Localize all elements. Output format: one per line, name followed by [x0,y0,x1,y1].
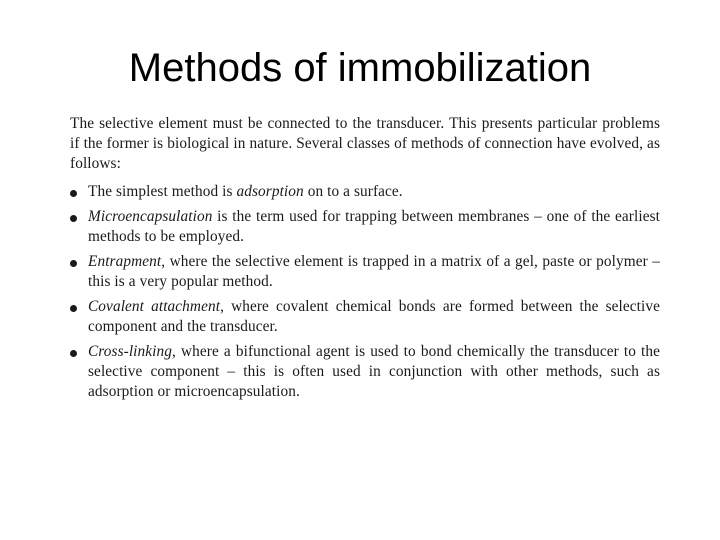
method-term: Microencapsulation [88,208,213,225]
method-term: Cross-linking [88,343,173,360]
method-item-cross-linking [70,342,660,402]
methods-list [70,182,660,402]
method-text-after: , where a bifunctional agent is used to bond chemically the transducer to the selective component – this is often used in conjunction with other methods, such as adsorption or microencapsulation. [88,343,660,400]
method-term: adsorption [236,183,304,200]
method-text-before: The simplest method is [88,183,237,200]
method-text-after: , where covalent chemical bonds are formed between the selective component and the transducer. [88,298,660,335]
bullet-dot [70,190,77,197]
method-term: Covalent attachment [88,298,221,315]
method-text-after: , where the selective element is trapped in a matrix of a gel, paste or polymer – this is a very popular method. [88,253,660,290]
bullet-dot [70,215,77,222]
method-item-microencapsulation [70,207,660,247]
intro-paragraph: The selective element must be connected to the transducer. This presents particular problems if the former is biological in nature. Several classes of methods of connection have evolved, as follows: [70,115,660,172]
bullet-dot [70,260,77,267]
slide-title: Methods of immobilization [128,46,592,90]
method-item-entrapment [70,252,660,292]
method-text-after: is the term used for trapping between membranes – one of the earliest methods to be employed. [88,208,660,245]
method-item-adsorption [70,182,660,202]
method-text-after: on to a surface. [303,183,403,200]
bullet-dot [70,350,77,357]
bullet-dot [70,305,77,312]
method-term: Entrapment [88,253,162,270]
method-item-covalent-attachment [70,297,660,337]
scanned-text-excerpt [70,114,660,407]
